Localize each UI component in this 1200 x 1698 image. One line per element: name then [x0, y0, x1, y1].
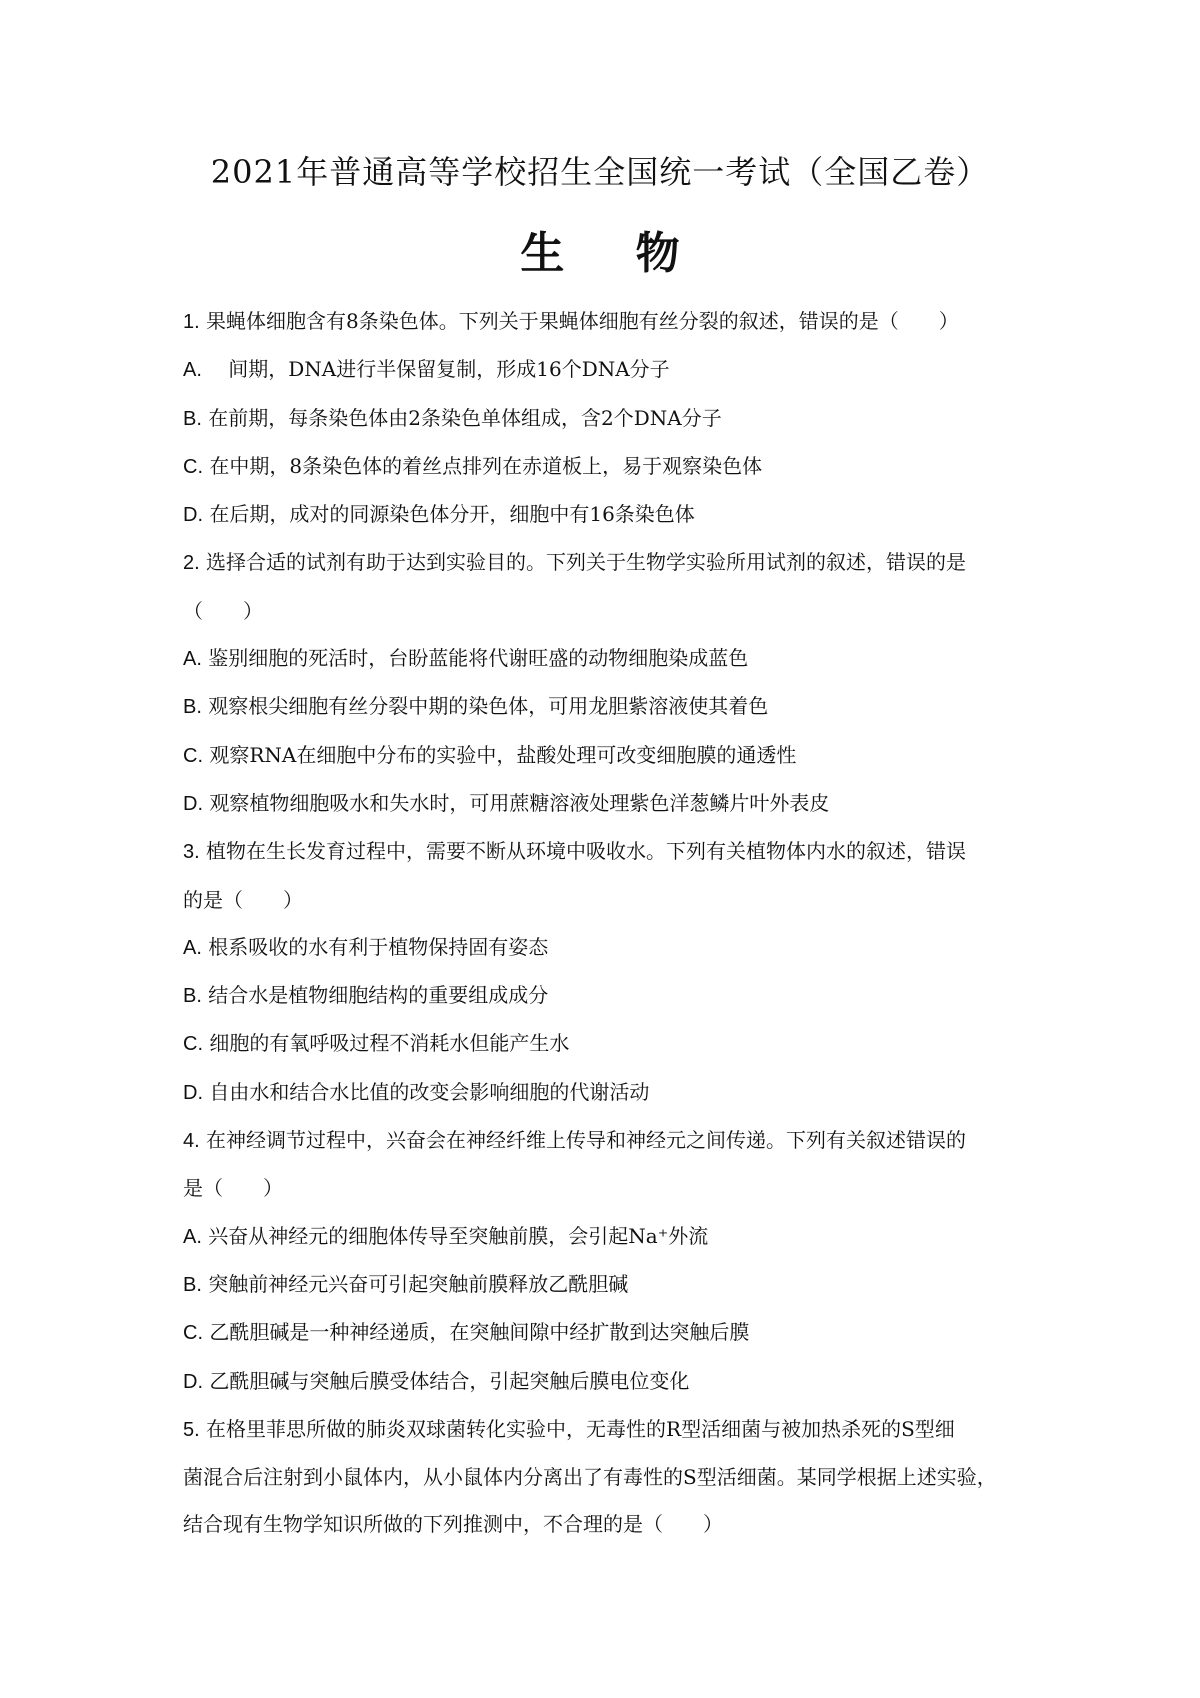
answer-option	[183, 1261, 1023, 1309]
option-text: 在中期，8条染色体的着丝点排列在赤道板上，易于观察染色体	[209, 453, 763, 478]
question-stem-text: 菌混合后注射到小鼠体内，从小鼠体内分离出了有毒性的S型活细菌。某同学根据上述实验，	[183, 1465, 997, 1490]
option-text: 乙酰胆碱是一种神经递质，在突触间隙中经扩散到达突触后膜	[209, 1320, 750, 1345]
exam-title: 2021年普通高等学校招生全国统一考试（全国乙卷）	[210, 153, 990, 191]
question-stem-line	[183, 828, 1023, 876]
option-text: 自由水和结合水比值的改变会影响细胞的代谢活动	[209, 1079, 650, 1104]
option-label: B.	[183, 696, 202, 719]
option-text: 观察根尖细胞有丝分裂中期的染色体，可用龙胆紫溶液使其着色	[208, 694, 769, 719]
option-text: 在前期，每条染色体由2条染色单体组成，含2个DNA分子	[208, 405, 722, 430]
question-stem-line	[183, 1501, 1023, 1548]
option-label: D.	[183, 504, 203, 527]
option-label: C.	[183, 744, 203, 767]
option-label: B.	[183, 407, 202, 430]
answer-option	[183, 732, 1023, 780]
subject-title: 生 物	[520, 228, 708, 279]
option-text: 根系吸收的水有利于植物保持固有姿态	[208, 934, 549, 959]
question-stem-text: 植物在生长发育过程中，需要不断从环境中吸收水。下列有关植物体内水的叙述，错误	[206, 839, 967, 864]
answer-option	[183, 1069, 1023, 1117]
question-stem-text: （ ）	[183, 598, 263, 623]
option-label: C.	[183, 455, 203, 478]
option-text: 观察植物细胞吸水和失水时，可用蔗糖溶液处理紫色洋葱鳞片叶外表皮	[209, 790, 830, 815]
question-list	[183, 298, 1023, 1549]
question-stem-text: 果蝇体细胞含有8条染色体。下列关于果蝇体细胞有丝分裂的叙述，错误的是（ ）	[206, 309, 959, 333]
option-text: 兴奋从神经元的细胞体传导至突触前膜，会引起Na⁺外流	[208, 1223, 709, 1248]
option-label: D.	[183, 1081, 203, 1104]
option-label: A.	[183, 936, 202, 959]
option-label: D.	[183, 1370, 203, 1393]
option-label: A.	[183, 1225, 202, 1248]
option-label: A.	[183, 359, 202, 382]
question-stem-text: 是（ ）	[183, 1176, 283, 1201]
answer-option	[183, 780, 1023, 828]
answer-option	[183, 683, 1023, 731]
question-stem-text: 的是（ ）	[183, 887, 303, 912]
answer-option	[183, 395, 1023, 443]
answer-option	[183, 443, 1023, 491]
question-stem-line	[183, 1117, 1023, 1165]
answer-option	[183, 972, 1023, 1020]
answer-option	[183, 635, 1023, 683]
question-stem-text: 结合现有生物学知识所做的下列推测中，不合理的是（ ）	[183, 1512, 723, 1537]
question-number: 4.	[183, 1130, 200, 1153]
option-label: B.	[183, 1273, 202, 1296]
option-text: 突触前神经元兴奋可引起突触前膜释放乙酰胆碱	[208, 1271, 629, 1296]
answer-option	[183, 1020, 1023, 1068]
question-stem-text: 在神经调节过程中，兴奋会在神经纤维上传导和神经元之间传递。下列有关叙述错误的	[206, 1128, 967, 1153]
question-stem-line	[183, 1165, 1023, 1212]
answer-option	[183, 491, 1023, 539]
option-text: 间期，DNA进行半保留复制，形成16个DNA分子	[208, 357, 670, 382]
option-label: A.	[183, 648, 202, 671]
option-text: 乙酰胆碱与突触后膜受体结合，引起突触后膜电位变化	[209, 1368, 690, 1393]
option-text: 结合水是植物细胞结构的重要组成成分	[208, 983, 549, 1008]
option-text: 观察RNA在细胞中分布的实验中，盐酸处理可改变细胞膜的通透性	[209, 742, 797, 767]
question-number: 2.	[183, 552, 200, 575]
option-label: B.	[183, 985, 202, 1008]
question-stem-line	[183, 877, 1023, 924]
option-label: C.	[183, 1033, 203, 1056]
option-text: 鉴别细胞的死活时，台盼蓝能将代谢旺盛的动物细胞染成蓝色	[208, 646, 749, 671]
question-number: 5.	[183, 1418, 200, 1441]
answer-option	[183, 346, 1023, 394]
question-stem-text: 选择合适的试剂有助于达到实验目的。下列关于生物学实验所用试剂的叙述，错误的是	[206, 550, 967, 575]
answer-option	[183, 1309, 1023, 1357]
question-stem-line	[183, 298, 1023, 346]
question-number: 1.	[183, 311, 200, 333]
option-text: 细胞的有氧呼吸过程不消耗水但能产生水	[209, 1031, 570, 1056]
answer-option	[183, 1358, 1023, 1406]
question-stem-line	[183, 539, 1023, 587]
question-stem-line	[183, 1454, 1023, 1501]
option-text: 在后期，成对的同源染色体分开，细胞中有16条染色体	[209, 502, 695, 527]
question-stem-text: 在格里菲思所做的肺炎双球菌转化实验中，无毒性的R型活细菌与被加热杀死的S型细	[206, 1416, 955, 1441]
answer-option	[183, 924, 1023, 972]
answer-option	[183, 1213, 1023, 1261]
question-stem-line	[183, 1406, 1023, 1454]
question-number: 3.	[183, 841, 200, 864]
option-label: D.	[183, 792, 203, 815]
option-label: C.	[183, 1322, 203, 1345]
question-stem-line	[183, 588, 1023, 635]
